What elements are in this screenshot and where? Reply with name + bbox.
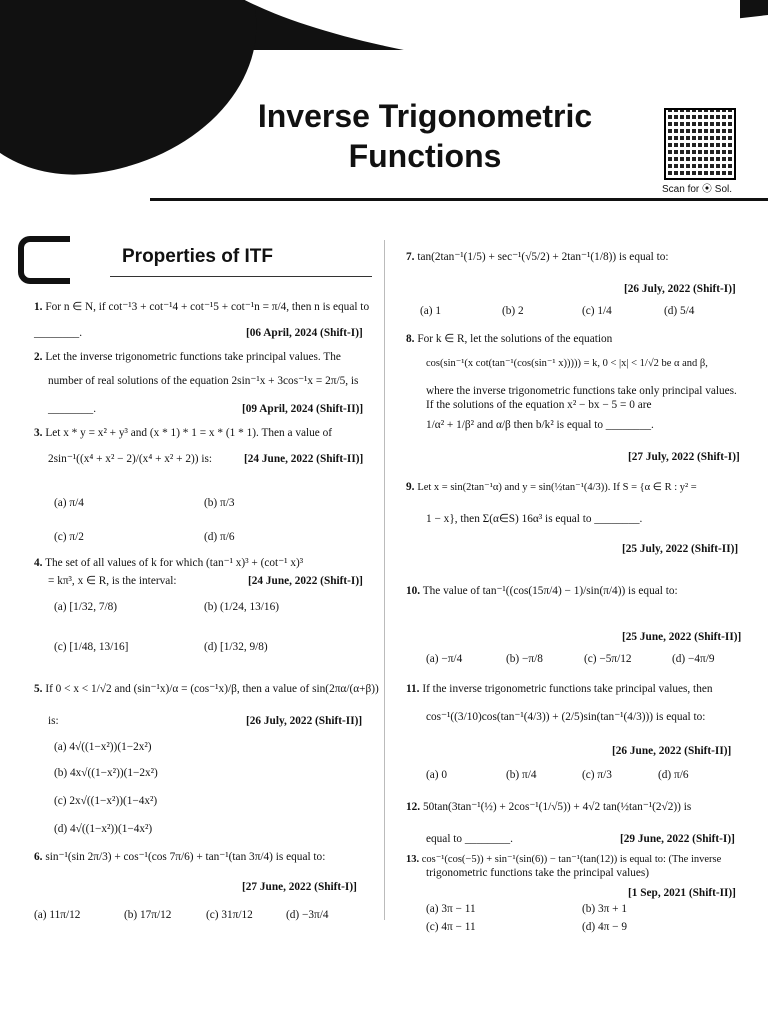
q3-option-a[interactable]: (a) π/4 (54, 497, 84, 509)
q5-line2: is: (48, 715, 59, 727)
question-1: 1. For n ∈ N, if cot⁻¹3 + cot⁻¹4 + cot⁻¹5 + cot⁻¹n = π/4, then n is equal to (34, 301, 370, 313)
q5-option-c[interactable]: (c) 2x√((1−x²))(1−4x²) (54, 795, 158, 807)
question-13: 13. cos⁻¹(cos(−5)) + sin⁻¹(sin(6)) − tan⁻¹(tan(12)) is equal to: (The inverse (406, 854, 722, 865)
q4-option-a[interactable]: (a) [1/32, 7/8) (54, 601, 118, 613)
q7-option-c[interactable]: (c) 1/4 (582, 305, 612, 317)
q8-source: [27 July, 2022 (Shift-I)] (628, 451, 740, 463)
q11-option-c[interactable]: (c) π/3 (582, 769, 612, 781)
left-column (34, 0, 379, 1024)
question-5: 5. If 0 < x < 1/√2 and (sin⁻¹x)/α = (cos⁻¹x)/β, then a value of sin(2πα/(α+β)) (34, 683, 379, 695)
q8-line2: cos(sin⁻¹(x cot(tan⁻¹(cos(sin⁻¹ x))))) = k, 0 < |x| < 1/√2 be α and β, (426, 358, 708, 369)
q11-option-b[interactable]: (b) π/4 (506, 769, 537, 781)
q12-line2: equal to ________. (426, 833, 513, 845)
q11-option-d[interactable]: (d) π/6 (658, 769, 689, 781)
q6-source: [27 June, 2022 (Shift-I)] (242, 881, 357, 893)
q2-source: [09 April, 2024 (Shift-II)] (242, 403, 364, 415)
section-heading: Properties of ITF (122, 246, 273, 267)
q2-blank: ________. (48, 403, 97, 415)
q13-line2: trigonometric functions take the principal values) (426, 867, 650, 879)
question-2: 2. Let the inverse trigonometric functions take principal values. The (34, 351, 341, 363)
q5-option-b[interactable]: (b) 4x√((1−x²))(1−2x²) (54, 767, 158, 779)
q6-option-a[interactable]: (a) 11π/12 (34, 909, 81, 921)
q13-source: [1 Sep, 2021 (Shift-II)] (628, 887, 736, 899)
q8-line4: If the solutions of the equation x² − bx − 5 = 0 are (426, 399, 652, 411)
q3-option-d[interactable]: (d) π/6 (204, 531, 235, 543)
right-column (406, 0, 756, 1024)
question-10: 10. The value of tan⁻¹((cos(15π/4) − 1)/sin(π/4)) is equal to: (406, 585, 678, 597)
q3-option-c[interactable]: (c) π/2 (54, 531, 84, 543)
q5-option-a[interactable]: (a) 4√((1−x²))(1−2x²) (54, 741, 152, 753)
q13-option-b[interactable]: (b) 3π + 1 (582, 903, 628, 915)
q10-option-a[interactable]: (a) −π/4 (426, 653, 463, 665)
q9-line2: 1 − x}, then Σ(α∈S) 16α³ is equal to ________. (426, 513, 643, 525)
question-9: 9. Let x = sin(2tan⁻¹α) and y = sin(½tan⁻¹(4/3)). If S = {α ∈ R : y² = (406, 481, 697, 493)
q10-option-c[interactable]: (c) −5π/12 (584, 653, 632, 665)
q4-option-d[interactable]: (d) [1/32, 9/8) (204, 641, 268, 653)
q7-option-d[interactable]: (d) 5/4 (664, 305, 695, 317)
q3-option-b[interactable]: (b) π/3 (204, 497, 235, 509)
q10-option-b[interactable]: (b) −π/8 (506, 653, 543, 665)
q3-source: [24 June, 2022 (Shift-II)] (244, 453, 364, 465)
chapter-title-line1: Inverse Trigonometric (257, 98, 593, 134)
q7-option-a[interactable]: (a) 1 (420, 305, 442, 317)
q4-option-b[interactable]: (b) (1/24, 13/16) (204, 601, 279, 613)
q8-line5: 1/α² + 1/β² and α/β then b/k² is equal to ________. (426, 419, 654, 431)
q3-line2: 2sin⁻¹((x⁴ + x² − 2)/(x⁴ + x² + 2)) is: (48, 453, 213, 465)
q11-line2: cos⁻¹((3/10)cos(tan⁻¹(4/3)) + (2/5)sin(tan⁻¹(4/3))) is equal to: (426, 711, 706, 723)
question-11: 11. If the inverse trigonometric functions take principal values, then (406, 683, 713, 695)
chapter-title-line2: Functions (348, 138, 502, 174)
q5-source: [26 July, 2022 (Shift-II)] (246, 715, 363, 727)
q4-source: [24 June, 2022 (Shift-I)] (248, 575, 363, 587)
question-6: 6. sin⁻¹(sin 2π/3) + cos⁻¹(cos 7π/6) + tan⁻¹(tan 3π/4) is equal to: (34, 851, 326, 863)
q1-blank: ________. (34, 327, 83, 339)
q5-option-d[interactable]: (d) 4√((1−x²))(1−4x²) (54, 823, 153, 835)
q13-option-a[interactable]: (a) 3π − 11 (426, 903, 476, 915)
q12-source: [29 June, 2022 (Shift-I)] (620, 833, 735, 845)
q10-option-d[interactable]: (d) −4π/9 (672, 653, 715, 665)
question-3: 3. Let x * y = x² + y³ and (x * 1) * 1 = x * (1 * 1). Then a value of (34, 427, 333, 439)
q1-source: [06 April, 2024 (Shift-I)] (246, 327, 363, 339)
question-4: 4. The set of all values of k for which (tan⁻¹ x)³ + (cot⁻¹ x)³ (34, 557, 304, 569)
question-7: 7. tan(2tan⁻¹(1/5) + sec⁻¹(√5/2) + 2tan⁻¹(1/8)) is equal to: (406, 251, 669, 263)
q8-line3: where the inverse trigonometric functions take only principal values. (426, 385, 737, 397)
question-8: 8. For k ∈ R, let the solutions of the equation (406, 333, 613, 345)
q13-option-c[interactable]: (c) 4π − 11 (426, 921, 476, 933)
scan-label: Scan for ⦿ Sol. (662, 184, 733, 195)
q7-option-b[interactable]: (b) 2 (502, 305, 524, 317)
q4-option-c[interactable]: (c) [1/48, 13/16] (54, 641, 129, 653)
column-divider (384, 240, 385, 920)
q10-source: [25 June, 2022 (Shift-II)] (622, 631, 742, 643)
q4-line2: = kπ³, x ∈ R, is the interval: (48, 575, 177, 587)
q13-option-d[interactable]: (d) 4π − 9 (582, 921, 628, 933)
q6-option-d[interactable]: (d) −3π/4 (286, 909, 329, 921)
q7-source: [26 July, 2022 (Shift-I)] (624, 283, 736, 295)
q9-source: [25 July, 2022 (Shift-II)] (622, 543, 739, 555)
q11-option-a[interactable]: (a) 0 (426, 769, 448, 781)
q6-option-c[interactable]: (c) 31π/12 (206, 909, 253, 921)
q11-source: [26 June, 2022 (Shift-II)] (612, 745, 732, 757)
q6-option-b[interactable]: (b) 17π/12 (124, 909, 172, 921)
question-12: 12. 50tan(3tan⁻¹(½) + 2cos⁻¹(1/√5)) + 4√2 tan(½tan⁻¹(2√2)) is (406, 801, 692, 813)
q2-line2: number of real solutions of the equation 2sin⁻¹x + 3cos⁻¹x = 2π/5, is (48, 375, 359, 387)
